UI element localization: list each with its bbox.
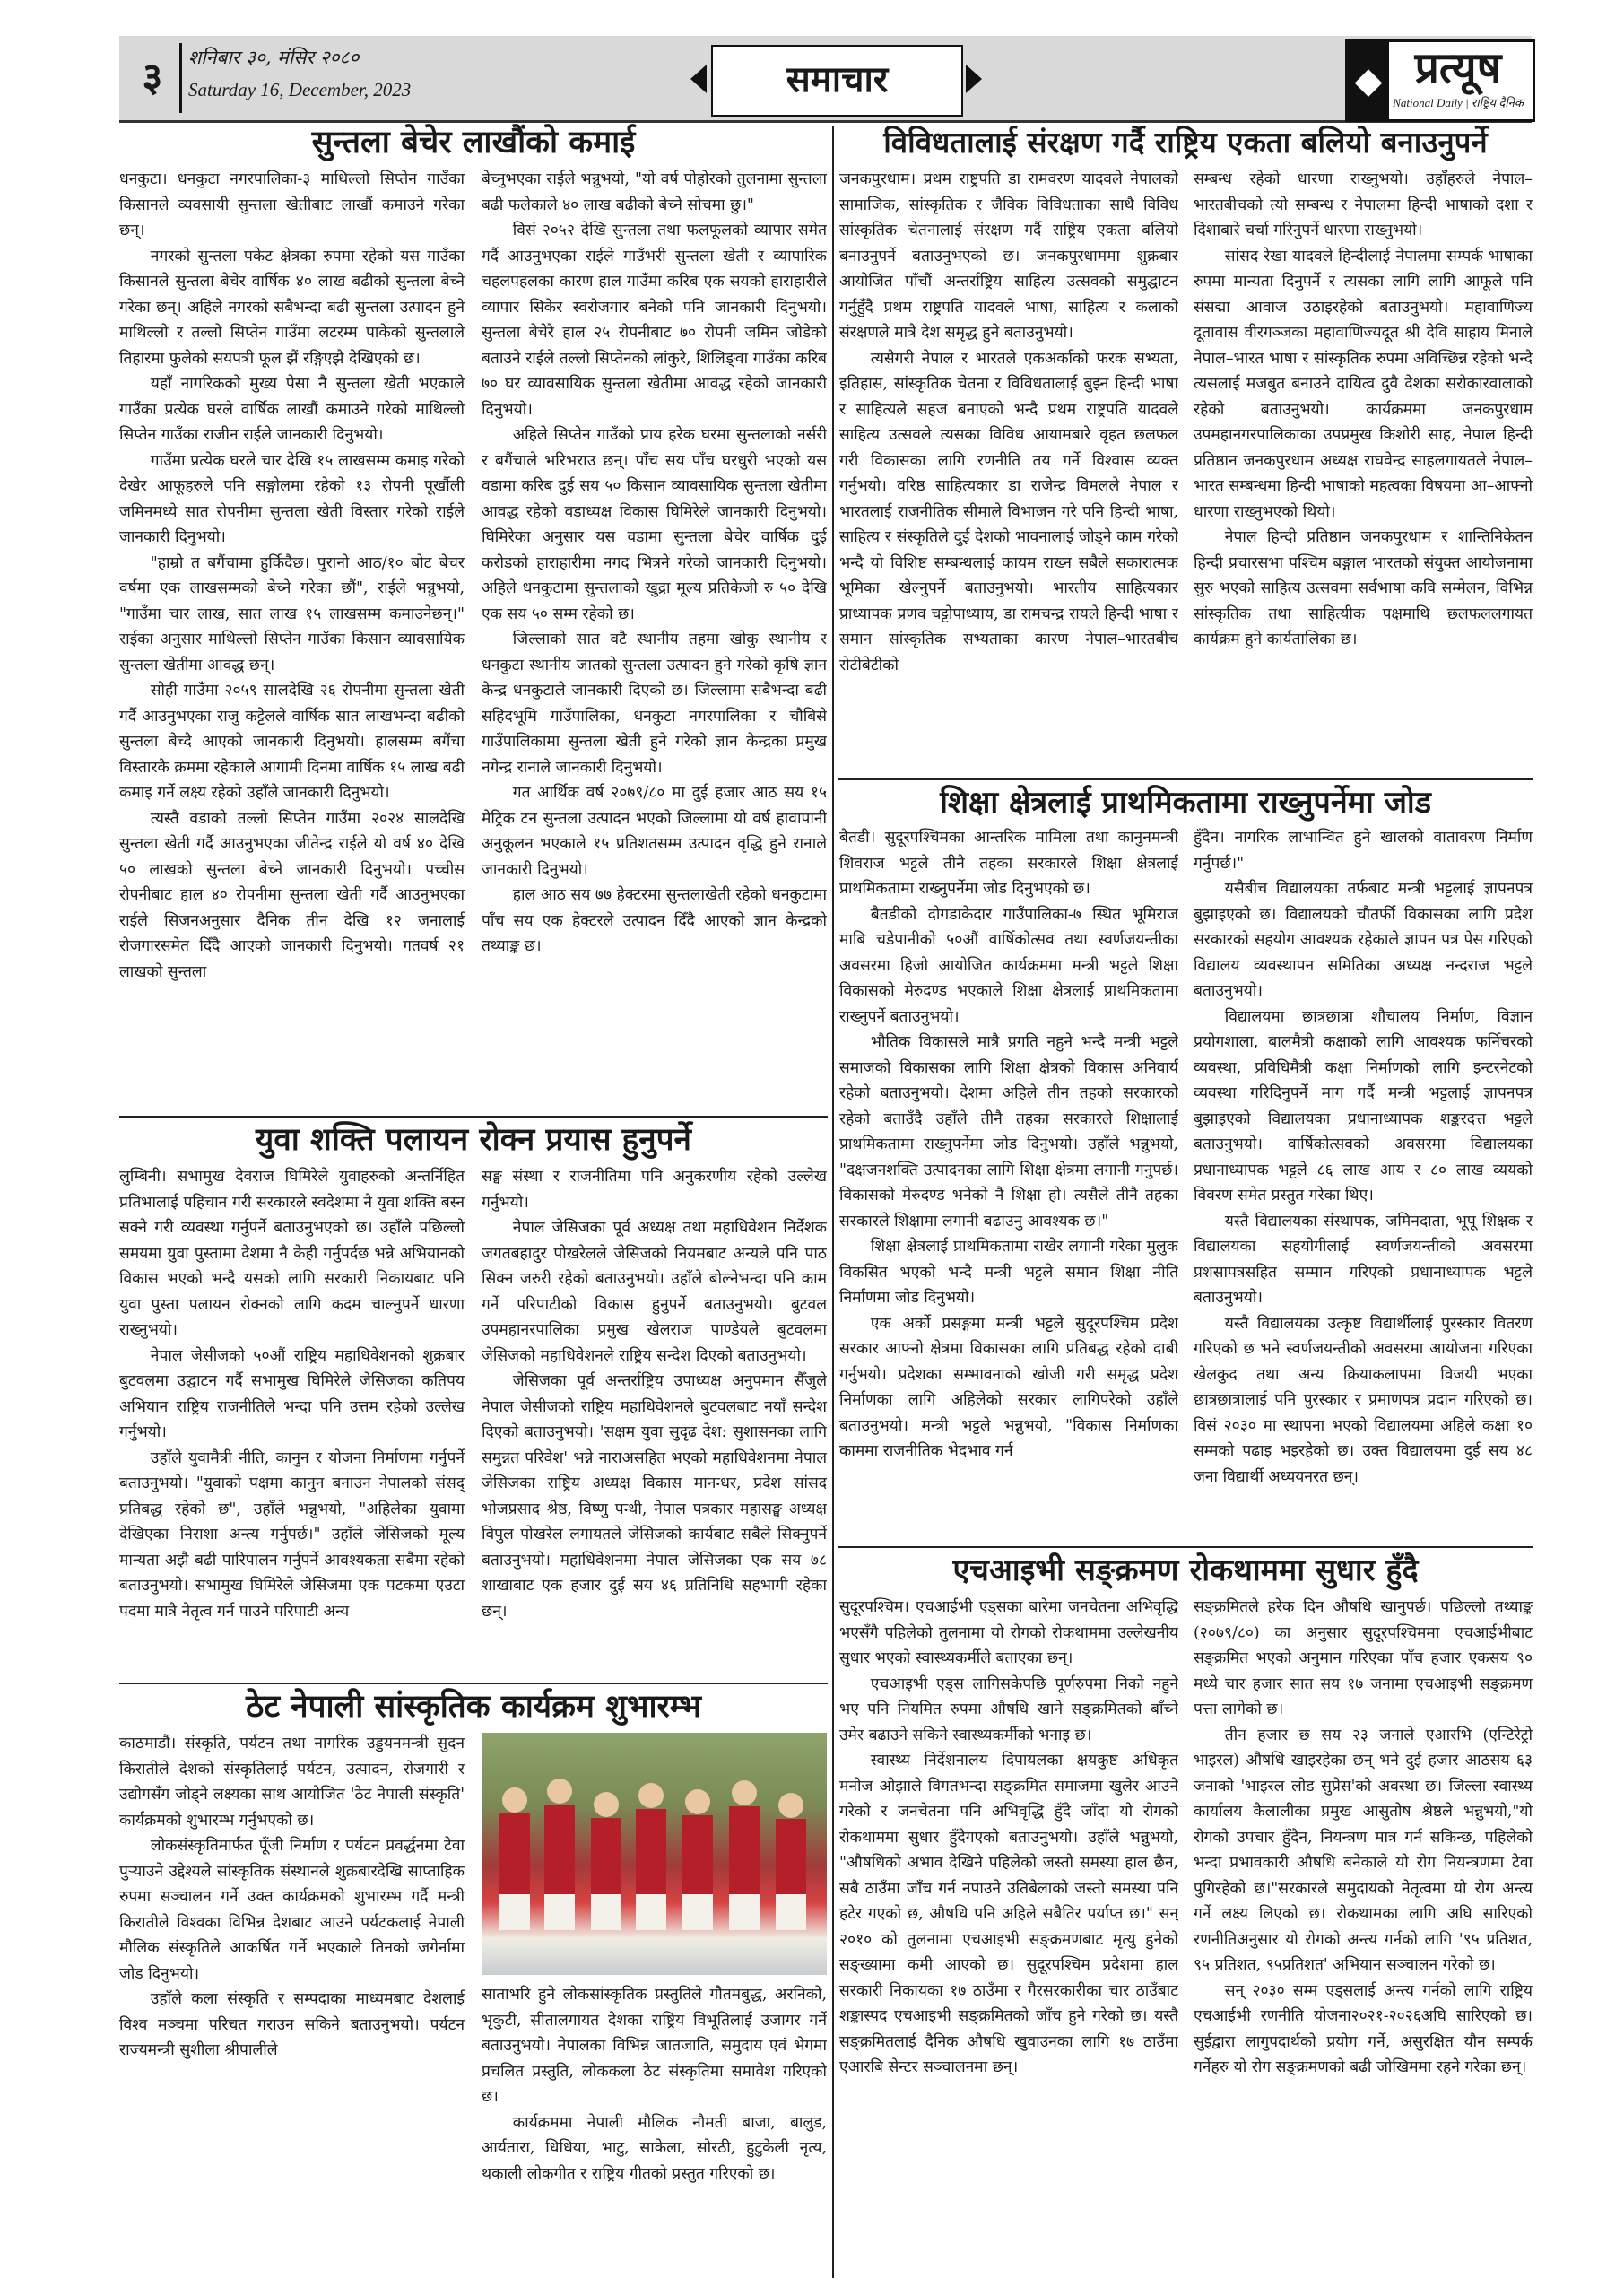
article-title-suntala: सुन्तला बेचेर लाखौंको कमाई [311, 124, 636, 161]
paragraph: त्यस्तै वडाको तल्लो सिप्तेन गाउँमा २०२४ सालदेखि सुन्तला खेती गर्दै आउनुभएका जीतेन्द्र राईले यो वर्ष ४० देखि ५० लाखको सुन्तला बेच्ने जानकारी दिनुभयो। पच्चीस रोपनीबाट हाल ४० रोपनीमा सुन्तला खेती गर्दै आउनुभएका राईले सिजनअनुसार दैनिक तीन देखि १२ जनालाई रोजगारसमेत दिँदै आएको जानकारी दिनुभयो। गतवर्ष २१ लाखको सुन्तला [119, 809, 465, 981]
paragraph: उहाँले कला संस्कृति र सम्पदाका माध्यमबाट देशलाई विश्व मञ्चमा परिचत गराउन सकिने बताउनुभयो। पर्यटन राज्यमन्त्री सुशीला श्रीपालीले [119, 1990, 465, 2059]
paragraph: शिक्षा क्षेत्रलाई प्राथमिकतामा राखेर लगानी गरेका मुलुक विकसित भएको भन्दै मन्त्री भट्टले समान शिक्षा नीति निर्माणमा जोड दिनुभयो। [839, 1238, 1178, 1307]
paragraph: भौतिक विकासले मात्रै प्रगति नहुने भन्दै मन्त्री भट्टले समाजको विकासका लागि शिक्षा क्षेत्रको विकास अनिवार्य रहेको बताउनुभयो। देशमा अहिले तीन तहको सरकारको रहेको बताउँदै उहाँले तीनै तहका सरकारले शिक्षालाई प्राथमिकतामा राख्नुपर्नेमा जोड दिनुभयो। उहाँले भन्नुभयो, "दक्षजनशक्ति उत्पादनका लागि शिक्षा क्षेत्रमा लगानी गनुपर्छ। विकासको मेरुदण्ड भनेको नै शिक्षा हो। त्यसैले तीनै तहका सरकारले शिक्षामा लगानी बढाउनु आवश्यक छ।" [839, 1033, 1178, 1231]
paragraph: स्वास्थ्य निर्देशनालय दिपायलका क्षयकुष्ट अधिकृत मनोज ओझाले विगतभन्दा सङ्क्रमित समाजमा खुलेर आउने गरेको र जनचेतना पनि अभिवृद्धि हुँदै जाँदा यो रोगको रोकथाममा सुधार हुँदैगएको बताउनुभयो। उहाँले भन्नुभयो, "औषधिको अभाव देखिने पहिलेको जस्तो समस्या हाल छैन, सबै ठाउँमा जाँच गर्न नपाउने उतिबेलाको जस्तो समस्या पनि हटेर गएको छ, औषधि पनि अहिले सबैतिर पर्याप्त छ।" सन् २०१० को तुलनामा एचआइभी सङ्क्रमणबाट मृत्यु हुनेको सङ्ख्यामा कमी आएको छ। सुदूरपश्चिम प्रदेशमा हाल सरकारी निकायका १७ ठाउँमा र गैरसरकारीका चार ठाउँबाट शङ्कास्पद एचआइभी सङ्क्रमितको जाँच हुने गरेको छ। यस्तै सङ्क्रमितलाई दैनिक औषधि खुवाउनका लागि १७ ठाउँमा एआरबि सेन्टर सञ्चालनमा छन्। [839, 1752, 1178, 2076]
paragraph: बेच्नुभएका राईले भन्नुभयो, "यो वर्ष पोहोरको तुलनामा सुन्तला बढी फलेकाले ४० लाख बढीको बेच्ने सोचमा छु।" [482, 170, 827, 214]
paragraph: धनकुटा। धनकुटा नगरपालिका-३ माथिल्लो सिप्तेन गाउँका किसानले व्यवसायी सुन्तला खेतीबाट लाखौं कमाउने गरेका छन्। [119, 170, 465, 239]
paragraph: यहाँ नागरिकको मुख्य पेसा नै सुन्तला खेती भएकाले गाउँका प्रत्येक घरले वार्षिक लाखौं कमाउने गरेको माथिल्लो सिप्तेन गाउँका राजीन राईले जानकारी दिनुभयो। [119, 375, 465, 444]
paragraph: नगरको सुन्तला पकेट क्षेत्रका रुपमा रहेको यस गाउँका किसानले सुन्तला बेचेर वार्षिक ४० लाख बढीको सुन्तला बेच्ने गरेका छन्। अहिले नगरको सबैभन्दा बढी सुन्तला उत्पादन हुने माथिल्लो र तल्लो सिप्तेन गाउँमा लटरम्म पाकेको सुन्तलाले तिहारमा फुलेको सयपत्री फूल झैं रङ्गिएझै देखिएको छ। [119, 247, 465, 368]
article-shiksha-col1 [839, 825, 1178, 1543]
paragraph: विद्यालयमा छात्रछात्रा शौचालय निर्माण, विज्ञान प्रयोगशाला, बालमैत्री कक्षाको लागि आवश्यक फर्निचरको व्यवस्था, प्रविधिमैत्री कक्षा निर्माणको लागि इन्टरनेटको व्यवस्था गरिदिनुपर्ने माग गर्दै मन्त्री भट्टलाई ज्ञापनपत्र बुझाइएको विद्यालयका प्रधानाध्यापक शङ्करदत्त भट्टले बताउनुभयो। वार्षिकोत्सवको अवसरमा विद्यालयका प्रधानाध्यापक भट्टले ८६ लाख आय र ८० लाख व्ययको विवरण समेत प्रस्तुत गरेका थिए। [1194, 1007, 1533, 1205]
article-yuwa-col1 [119, 1164, 465, 1680]
article-hiv-col1 [839, 1595, 1178, 2267]
paragraph: लुम्बिनी। सभामुख देवराज घिमिरेले युवाहरुको अन्तर्निहित प्रतिभालाई पहिचान गरी सरकारले स्वदेशमा नै युवा शक्ति बस्न सक्ने गरी व्यवस्था गर्नुपर्ने बताउनुभएको छ। उहाँले पछिल्लो समयमा युवा पुस्तामा देशमा नै केही गर्नुपर्दछ भन्ने अभियानको विकास भएको भन्दै यसको लागि सरकारी निकायबाट पनि युवा पुस्ता पलायन रोक्नको लागि कदम चाल्नुपर्ने धारणा राख्नुभयो। [119, 1168, 465, 1339]
article-title-hiv: एचआइभी सङ्क्रमण रोकथाममा सुधार हुँदै [952, 1552, 1419, 1588]
paragraph: यसैबीच विद्यालयका तर्फबाट मन्त्री भट्टलाई ज्ञापनपत्र बुझाइएको छ। विद्यालयको चौतर्फी विकासका लागि प्रदेश सरकारको सहयोग आवश्यक रहेकाले ज्ञापन पत्र पेस गरिएको विद्यालय व्यवस्थापन समितिका अध्यक्ष नन्दराज भट्टले बताउनुभयो। [1194, 880, 1533, 1000]
article-title-bibidhata: विविधतालाई संरक्षण गर्दै राष्ट्रिय एकता बलियो बनाउनुपर्ने [883, 125, 1488, 160]
paragraph: सांसद रेखा यादवले हिन्दीलाई नेपालमा सम्पर्क भाषाका रुपमा मान्यता दिनुपर्ने र त्यसका लागि लागि आफूले पनि संसद्मा आवाज उठाइरहेको बताउनुभयो। महावाणिज्य दूतावास वीरगञ्जका महावाणिज्यदूत श्री देवि साहाय मिनाले नेपाल–भारत भाषा र सांस्कृतिक रुपमा अविच्छिन्न रहेको भन्दै त्यसलाई मजबुत बनाउने दायित्व दुवै देशका सरोकारवालाको रहेको बताउनुभयो। कार्यक्रममा जनकपुरधाम उपमहानगरपालिकाका उपप्रमुख किशोरी साह, नेपाल हिन्दी प्रतिष्ठान जनकपुरधाम अध्यक्ष राघवेन्द्र साहलगायतले नेपाल–भारत सम्बन्धमा हिन्दी भाषाको महत्वका विषयमा आ–आफ्नो धारणा राख्नुभएको थियो। [1194, 247, 1533, 521]
article-thet-col2 [482, 1982, 827, 2269]
article-divider [119, 1116, 828, 1118]
logo-text: प्रत्यूष [1414, 43, 1502, 93]
article-suntala-col2 [482, 167, 827, 1113]
article-bibidhata-col1 [839, 167, 1178, 777]
paragraph: "हाम्रो त बगैंचामा हुर्किदैछ। पुरानो आठ/१० बोट बेचर वर्षमा एक लाखसम्मको बेच्ने गरेका छौं", राईले भन्नुभयो, "गाउँमा चार लाख, सात लाख १५ लाखसम्म कमाउनेछन्।" राईका अनुसार माथिल्लो सिप्तेन गाउँका किसान व्यावसायिक सुन्तला खेतीमा आवद्ध छन्। [119, 553, 465, 674]
article-hiv-col2 [1194, 1595, 1533, 2267]
paragraph: यस्तै विद्यालयका उत्कृष्ट विद्यार्थीलाई पुरस्कार वितरण गरिएको छ भने स्वर्णजयन्तीको अवसरमा आयोजना गरिएका खेलकुद तथा अन्य क्रियाकलापमा विजयी भएका छात्रछात्रालाई पनि पुरस्कार र प्रमाणपत्र प्रदान गरिएको छ। विसं २०३० मा स्थापना भएको विद्यालयमा अहिले कक्षा १० सम्मको पढाइ भइरहेको छ। उक्त विद्यालयमा दुई सय ४८ जना विद्यार्थी अध्ययनरत छन्। [1194, 1314, 1533, 1486]
paragraph: सङ्घ संस्था र राजनीतिमा पनि अनुकरणीय रहेको उल्लेख गर्नुभयो। [482, 1168, 827, 1212]
paragraph: हाल आठ सय ७७ हेक्टरमा सुन्तलाखेती रहेको धनकुटामा पाँच सय एक हेक्टरले उत्पादन दिँदै आएको ज्ञान केन्द्रको तथ्याङ्क छ। [482, 886, 827, 955]
article-title-shiksha: शिक्षा क्षेत्रलाई प्राथमिकतामा राख्नुपर्नेमा जोड [940, 785, 1431, 821]
article-shiksha-col2 [1194, 825, 1533, 1543]
article-divider [838, 1546, 1533, 1548]
paragraph: बैतडीको दोगडाकेदार गाउँपालिका-७ स्थित भूमिराज माबि चडेपानीको ५०औं वार्षिकोत्सव तथा स्वर्णजयन्तीका अवसरमा हिजो आयोजित कार्यक्रममा मन्त्री भट्टले शिक्षा विकासको मेरुदण्ड भएकाले शिक्षा क्षेत्रलाई प्राथमिकतामा राख्नुपर्ने बताउनुभयो। [839, 905, 1178, 1026]
article-title-thet: ठेट नेपाली सांस्कृतिक कार्यक्रम शुभारम्भ [246, 1688, 701, 1725]
paragraph: सन् २०३० सम्म एड्सलाई अन्त्य गर्नको लागि राष्ट्रिय एचआईभी रणनीति योजना२०२१-२०२६अघि सारिएको छ। सुईद्वारा लागुपदार्थको प्रयोग गर्ने, असुरक्षित यौन सम्पर्क गर्नेहरु यो रोग सङ्क्रमणको बढी जोखिममा रहने गरेका छन्। [1194, 1981, 1533, 2076]
article-suntala-col1 [119, 167, 465, 1113]
triangle-left-icon [690, 65, 707, 93]
page-number: ३ [126, 43, 182, 113]
article-divider [838, 778, 1533, 780]
article-yuwa-col2 [482, 1164, 827, 1680]
cultural-dancers-photo [482, 1733, 827, 1975]
paragraph: अहिले सिप्तेन गाउँको प्राय हरेक घरमा सुन्तलाको नर्सरी र बगैंचाले भरिभराउ छन्। पाँच सय पाँच घरधुरी भएको यस वडामा करिब दुई सय ५० किसान व्यावसायिक सुन्तला खेतीमा आवद्ध रहेको वडाध्यक्ष विकास घिमिरेले जानकारी दिनुभयो। घिमिरेका अनुसार यस वडामा सुन्तला बेचेर वार्षिक दुई करोडको हाराहारीमा नगद भित्रने गरेको जानकारी दिनुभयो। अहिले धनकुटामा सुन्तलाको खुद्रा मूल्य प्रतिकेजी रु ५० देखि एक सय ५० सम्म रहेको छ। [482, 426, 827, 623]
paragraph: त्यसैगरी नेपाल र भारतले एकअर्काको फरक सभ्यता, इतिहास, सांस्कृतिक चेतना र विविधतालाई बुझ्न हिन्दी भाषा र साहित्यले सहज बनाएको भन्दै प्रथम राष्ट्रपति यादवले साहित्य उत्सवले त्यसका विविध आयामबारे वृहत छलफल गरी विकासका लागि रणनीति तय गर्ने विश्वास व्यक्त गर्नुभयो। वरिष्ठ साहित्यकार डा राजेन्द्र विमलले नेपाल र भारतलाई राजनीतिक सीमाले विभाजन गरे पनि हिन्दी भाषा, साहित्य र संस्कृतिले दुई देशको भावनालाई जोड्ने काम गरेको भन्दै यो विशिष्ट सम्बन्धलाई कायम राख्न सबैले सकारात्मक भूमिका खेल्नुपर्ने बताउनुभयो। भारतीय साहित्यकार प्राध्यापक प्रणव चट्टोपाध्याय, डा रामचन्द्र रायले हिन्दी भाषा र समान सांस्कृतिक सभ्यताका कारण नेपाल–भारतबीच रोटीबेटीको [839, 349, 1178, 674]
paragraph: गत आर्थिक वर्ष २०७९/८० मा दुई हजार आठ सय १५ मेट्रिक टन सुन्तला उत्पादन भएको जिल्लामा यो वर्ष हावापानी अनुकूलन भएकाले १५ प्रतिशतसम्म उत्पादन वृद्धि हुने रानाले जानकारी दिनुभयो। [482, 784, 827, 879]
section-title: समाचार [711, 45, 963, 117]
paragraph: जेसिजका पूर्व अन्तर्राष्ट्रिय उपाध्यक्ष अनुपमान सैँजुले नेपाल जेसीजको राष्ट्रिय महाधिवेशनले बुटवलबाट नयाँ सन्देश दिएको बताउनुभयो। 'सक्षम युवा सुदृढ देश: सुशासनका लागि समुन्नत परिवेश' भन्ने नाराअसहित भएको महाधिवेशनमा नेपाल जेसिजका राष्ट्रिय अध्यक्ष विकास मानन्धर, प्रदेश सांसद भोजप्रसाद श्रेष्ठ, विष्णु पन्थी, नेपाल पत्रकार महासङ्घ अध्यक्ष विपुल पोखरेल लगायतले जेसिजको कार्यबाट सबैले सिक्नुपर्ने बताउनुभयो। महाधिवेशनमा नेपाल जेसिजका एक सय ७८ शाखाबाट एक हजार दुई सय ४६ प्रतिनिधि सहभागी रहेका छन्। [482, 1372, 827, 1621]
paragraph: नेपाल हिन्दी प्रतिष्ठान जनकपुरधाम र शान्तिनिकेतन हिन्दी प्रचारसभा पश्चिम बङ्गाल भारतको संयुक्त आयोजनामा सुरु भएको साहित्य उत्सवमा सर्वभाषा कवि सम्मेलन, विभिन्न सांस्कृतिक तथा साहित्यीक पक्षमाथि छलफललगायत कार्यक्रम हुने कार्यतालिका छ। [1194, 528, 1533, 648]
article-thet-col1 [119, 1731, 465, 2269]
paragraph: तीन हजार छ सय २३ जनाले एआरभि (एन्टिरेट्रो भाइरल) औषधि खाइरहेका छन् भने दुई हजार आठसय ६३ जनाको 'भाइरल लोड सुप्रेस'को अवस्था छ। जिल्ला स्वास्थ्य कार्यालय कैलालीका प्रमुख आसुतोष श्रेष्ठले भन्नुभयो,"यो रोगको उपचार हुँदैन, नियन्त्रण मात्र गर्न सकिन्छ, पहिलेको भन्दा प्रभावकारी औषधि बनेकाले यो रोग नियन्त्रणमा टेवा पुगिरहेको छ।"सरकारले समुदायको नेतृत्वमा यो रोग अन्त्य गर्ने लक्ष्य लिएको छ। रोकथामका लागि अघि सारिएको रणनीतिअनुसार यो रोगको अन्त्य गर्नको लागि '९५ प्रतिशत, ९५ प्रतिशत, ९५प्रतिशत' अभियान सञ्चालन गरेको छ। [1194, 1726, 1533, 1974]
paragraph: जनकपुरधाम। प्रथम राष्ट्रपति डा रामवरण यादवले नेपालको सामाजिक, सांस्कृतिक र जैविक विविधताका साथै विविध सांस्कृतिक चेतनालाई संरक्षण गर्दै राष्ट्रिय एकता बलियो बनाउनुपर्ने बताउनुभएको छ। जनकपुरधाममा शुक्रबार आयोजित पाँचौं अन्तर्राष्ट्रिय साहित्य उत्सवको समुद्घाटन गर्नुहुँदै प्रथम राष्ट्रपति यादवले भाषा, साहित्य र कलाको संरक्षणले मात्रै देश समृद्ध हुने बताउनुभयो। [839, 170, 1178, 342]
paragraph: नेपाल जेसीजको ५०औं राष्ट्रिय महाधिवेशनको शुक्रबार बुटवलमा उद्घाटन गर्दै सभामुख घिमिरेले जेसिजका कतिपय अभियान राष्ट्रिय राजनीतिले भन्दा पनि उत्तम रहेको उल्लेख गर्नुभयो। [119, 1346, 465, 1441]
article-title-yuwa: युवा शक्ति पलायन रोक्न प्रयास हुनुपर्ने [256, 1121, 691, 1158]
paragraph: सम्बन्ध रहेको धारणा राख्नुभयो। उहाँहरुले नेपाल–भारतबीचको त्यो सम्बन्ध र नेपालमा हिन्दी भाषाको दशा र दिशाबारे चर्चा गरिनुपर्ने धारणा राख्नुभयो। [1194, 170, 1533, 239]
paragraph: एक अर्को प्रसङ्गमा मन्त्री भट्टले सुदूरपश्चिम प्रदेश सरकार आफ्नो क्षेत्रमा विकासका लागि प्रतिबद्ध रहेको दाबी गर्नुभयो। प्रदेशका सम्भावनाको खोजी गरी समृद्ध प्रदेश निर्माणका लागि अहिलेको सरकार लागिपरेको उहाँले बताउनुभयो। मन्त्री भट्टले भन्नुभयो, "विकास निर्माणका काममा राजनीतिक भेदभाव गर्न [839, 1314, 1178, 1460]
paragraph: विसं २०५२ देखि सुन्तला तथा फलफूलको व्यापार समेत गर्दै आउनुभएका राईले गाउँभरी सुन्तला खेती र व्यापारिक चहलपहलका कारण हाल गाउँमा करिब एक सयको हाराहारीले व्यापार सिकेर स्वरोजगार बनेको पनि जानकारी दिनुभयो। सुन्तला बेचेरै हाल २५ रोपनीबाट ७० रोपनी जमिन जोडेको बताउने राईले तल्लो सिप्तेनको लांकुरे, शिलिङ्वा गाउँका करिब ७० घर व्यावसायिक सुन्तला खेतीमा आवद्ध रहेको जानकारी दिनुभयो। [482, 222, 827, 419]
paragraph: बैतडी। सुदूरपश्चिमका आन्तरिक मामिला तथा कानुनमन्त्री शिवराज भट्टले तीनै तहका सरकारले शिक्षा क्षेत्रलाई प्राथमिकतामा राख्नुपर्नेमा जोड दिनुभएको छ। [839, 829, 1178, 898]
paragraph: नेपाल जेसिजका पूर्व अध्यक्ष तथा महाधिवेशन निर्देशक जगतबहादुर पोखरेलले जेसिजको नियमबाट अन्यले पनि पाठ सिक्न जरुरी रहेको बताउनुभयो। उहाँले बोल्नेभन्दा पनि काम गर्ने परिपाटीको विकास हुनुपर्ने बताउनुभयो। बुटवल उपमहानरपालिका प्रमुख खेलराज पाण्डेयले बुटवलमा जेसिजको महाधिवेशनले राष्ट्रिय सन्देश दिएको बताउनुभयो। [482, 1219, 827, 1365]
paragraph: सुदूरपश्चिम। एचआईभी एड्सका बारेमा जनचेतना अभिवृद्धि भएसँगै पहिलेको तुलनामा यो रोगको रोकथाममा उल्लेखनीय सुधार भएको स्वास्थ्यकर्मीले बताएका छन्। [839, 1598, 1178, 1667]
column-rule [832, 126, 834, 2278]
logo-emblem-icon: ◆ [1348, 42, 1389, 119]
paragraph: कार्यक्रममा नेपाली मौलिक नौमती बाजा, बालुड, आर्यतारा, धिधिया, भाटु, साकेला, सोरठी, हुटुकेली नृत्य, थकाली लोकगीत र राष्ट्रिय गीतको प्रस्तुत गरिएको छ। [482, 2113, 827, 2183]
article-bibidhata-col2 [1194, 167, 1533, 777]
paragraph: गाउँमा प्रत्येक घरले चार देखि १५ लाखसम्म कमाइ गरेको देखेर आफूहरुले पनि सङ्गोलमा रहेको १३ रोपनी पूर्खौली जमिनमध्ये सात रोपनीमा सुन्तला खेती विस्तार गरेको राईले जानकारी दिनुभयो। [119, 451, 465, 546]
article-divider [119, 1683, 828, 1684]
paragraph: एचआइभी एड्स लागिसकेपछि पूर्णरुपमा निको नहुने भए पनि नियमित रुपमा औषधि खाने सङ्क्रमितको बाँच्ने उमेर बढाउने सकिने स्वास्थ्यकर्मीको भनाइ छ। [839, 1674, 1178, 1744]
paragraph: सङ्क्रमितले हरेक दिन औषधि खानुपर्छ। पछिल्लो तथ्याङ्क (२०७९/८०) का अनुसार सुदूरपश्चिममा एचआईभीबाट सङ्क्रमित भएको अनुमान गरिएका पाँच हजार एकसय ९० मध्ये चार हजार सात सय १७ जनामा एचआइभी सङ्क्रमण पत्ता लागेको छ। [1194, 1598, 1533, 1718]
triangle-right-icon [966, 65, 982, 93]
logo-sub-en: National Daily [1393, 96, 1463, 109]
newspaper-logo: ◆ प्रत्यूष National Daily | राष्ट्रिय दैनिक [1345, 39, 1535, 122]
date-english: Saturday 16, December, 2023 [188, 79, 412, 100]
paragraph: साताभरि हुने लोकसांस्कृतिक प्रस्तुतिले गौतमबुद्ध, अरनिको, भृकुटी, सीतालगायत देशका राष्ट्रिय विभूतिलाई उजागर गर्ने बताउनुभयो। नेपालका विभिन्न जातजाति, समुदाय एवं भेगमा प्रचलित प्रस्तुति, लोककला ठेट संस्कृतिमा समावेश गरिएको छ। [482, 1986, 827, 2106]
paragraph: जिल्लाको सात वटै स्थानीय तहमा खोकु स्थानीय र धनकुटा स्थानीय जातको सुन्तला उत्पादन हुने गरेको कृषि ज्ञान केन्द्र धनकुटाले जानकारी दिएको छ। जिल्लामा सबैभन्दा बढी सहिदभूमि गाउँपालिका, धनकुटा नगरपालिका र चौबिसे गाउँपालिकामा सुन्तला खेती हुने गरेको ज्ञान केन्द्रका प्रमुख नगेन्द्र रानाले जानकारी दिनुभयो। [482, 631, 827, 777]
paragraph: हुँदैन। नागरिक लाभान्वित हुने खालको वातावरण निर्माण गर्नुपर्छ।" [1194, 829, 1533, 873]
paragraph: यस्तै विद्यालयका संस्थापक, जमिनदाता, भूपू शिक्षक र विद्यालयका सहयोगीलाई स्वर्णजयन्तीको अवसरमा प्रशंसापत्रसहित सम्मान गरिएको प्रधानाध्यापक भट्टले बताउनुभयो। [1194, 1212, 1533, 1307]
paragraph: काठमाडौं। संस्कृति, पर्यटन तथा नागरिक उड्डयनमन्त्री सुदन किरातीले देशको संस्कृतिलाई पर्यटन, उत्पादन, रोजगारी र उद्योगसँग जोड्ने लक्ष्यका साथ आयोजित 'ठेट नेपाली संस्कृति' कार्यक्रमको शुभारम्भ गर्नुभएको छ। [119, 1735, 465, 1830]
logo-sub-ne: राष्ट्रिय दैनिक [1471, 96, 1524, 109]
date-nepali: शनिबार ३०, मंसिर २०८० [188, 47, 360, 68]
paragraph: लोकसंस्कृतिमार्फत पूँजी निर्माण र पर्यटन प्रवर्द्धनमा टेवा पुऱ्याउने उद्देश्यले सांस्कृतिक संस्थानले शुक्रबारदेखि साप्ताहिक रुपमा सञ्चालन गर्ने उक्त कार्यक्रमको शुभारम्भ गर्दै मन्त्री किरातीले विश्वका विभिन्न देशबाट आउने पर्यटकलाई नेपाली मौलिक संस्कृतिले आकर्षित गर्ने भएकाले तिनको जगेर्नामा जोड दिनुभयो। [119, 1837, 465, 1983]
paragraph: सोही गाउँमा २०५९ सालदेखि २६ रोपनीमा सुन्तला खेती गर्दै आउनुभएका राजु कट्टेलले वार्षिक सात लाखभन्दा बढीको सुन्तला बेच्दै आएको जानकारी दिनुभयो। हालसम्म बगैंचा विस्तारकै क्रममा रहेकाले आगामी दिनमा वार्षिक १५ लाख बढी कमाइ गर्ने लक्ष्य रहेको उहाँले जानकारी दिनुभयो। [119, 682, 465, 802]
paragraph: उहाँले युवामैत्री नीति, कानुन र योजना निर्माणमा गर्नुपर्ने बताउनुभयो। "युवाको पक्षमा कानुन बनाउन नेपालको संसद् प्रतिबद्ध रहेको छ", उहाँले भन्नुभयो, "अहिलेका युवामा देखिएका निराशा अन्त्य गर्नुपर्छ।" उहाँले जेसिजको मूल्य मान्यता अझै बढी पारिपालन गर्नुपर्ने आवश्यकता सबैमा रहेको बताउनुभयो। सभामुख घिमिरेले जेसिजमा एक पटकमा एउटा पदमा मात्रै नेतृत्व गर्न पाउने परिपाटी अन्य [119, 1448, 465, 1621]
